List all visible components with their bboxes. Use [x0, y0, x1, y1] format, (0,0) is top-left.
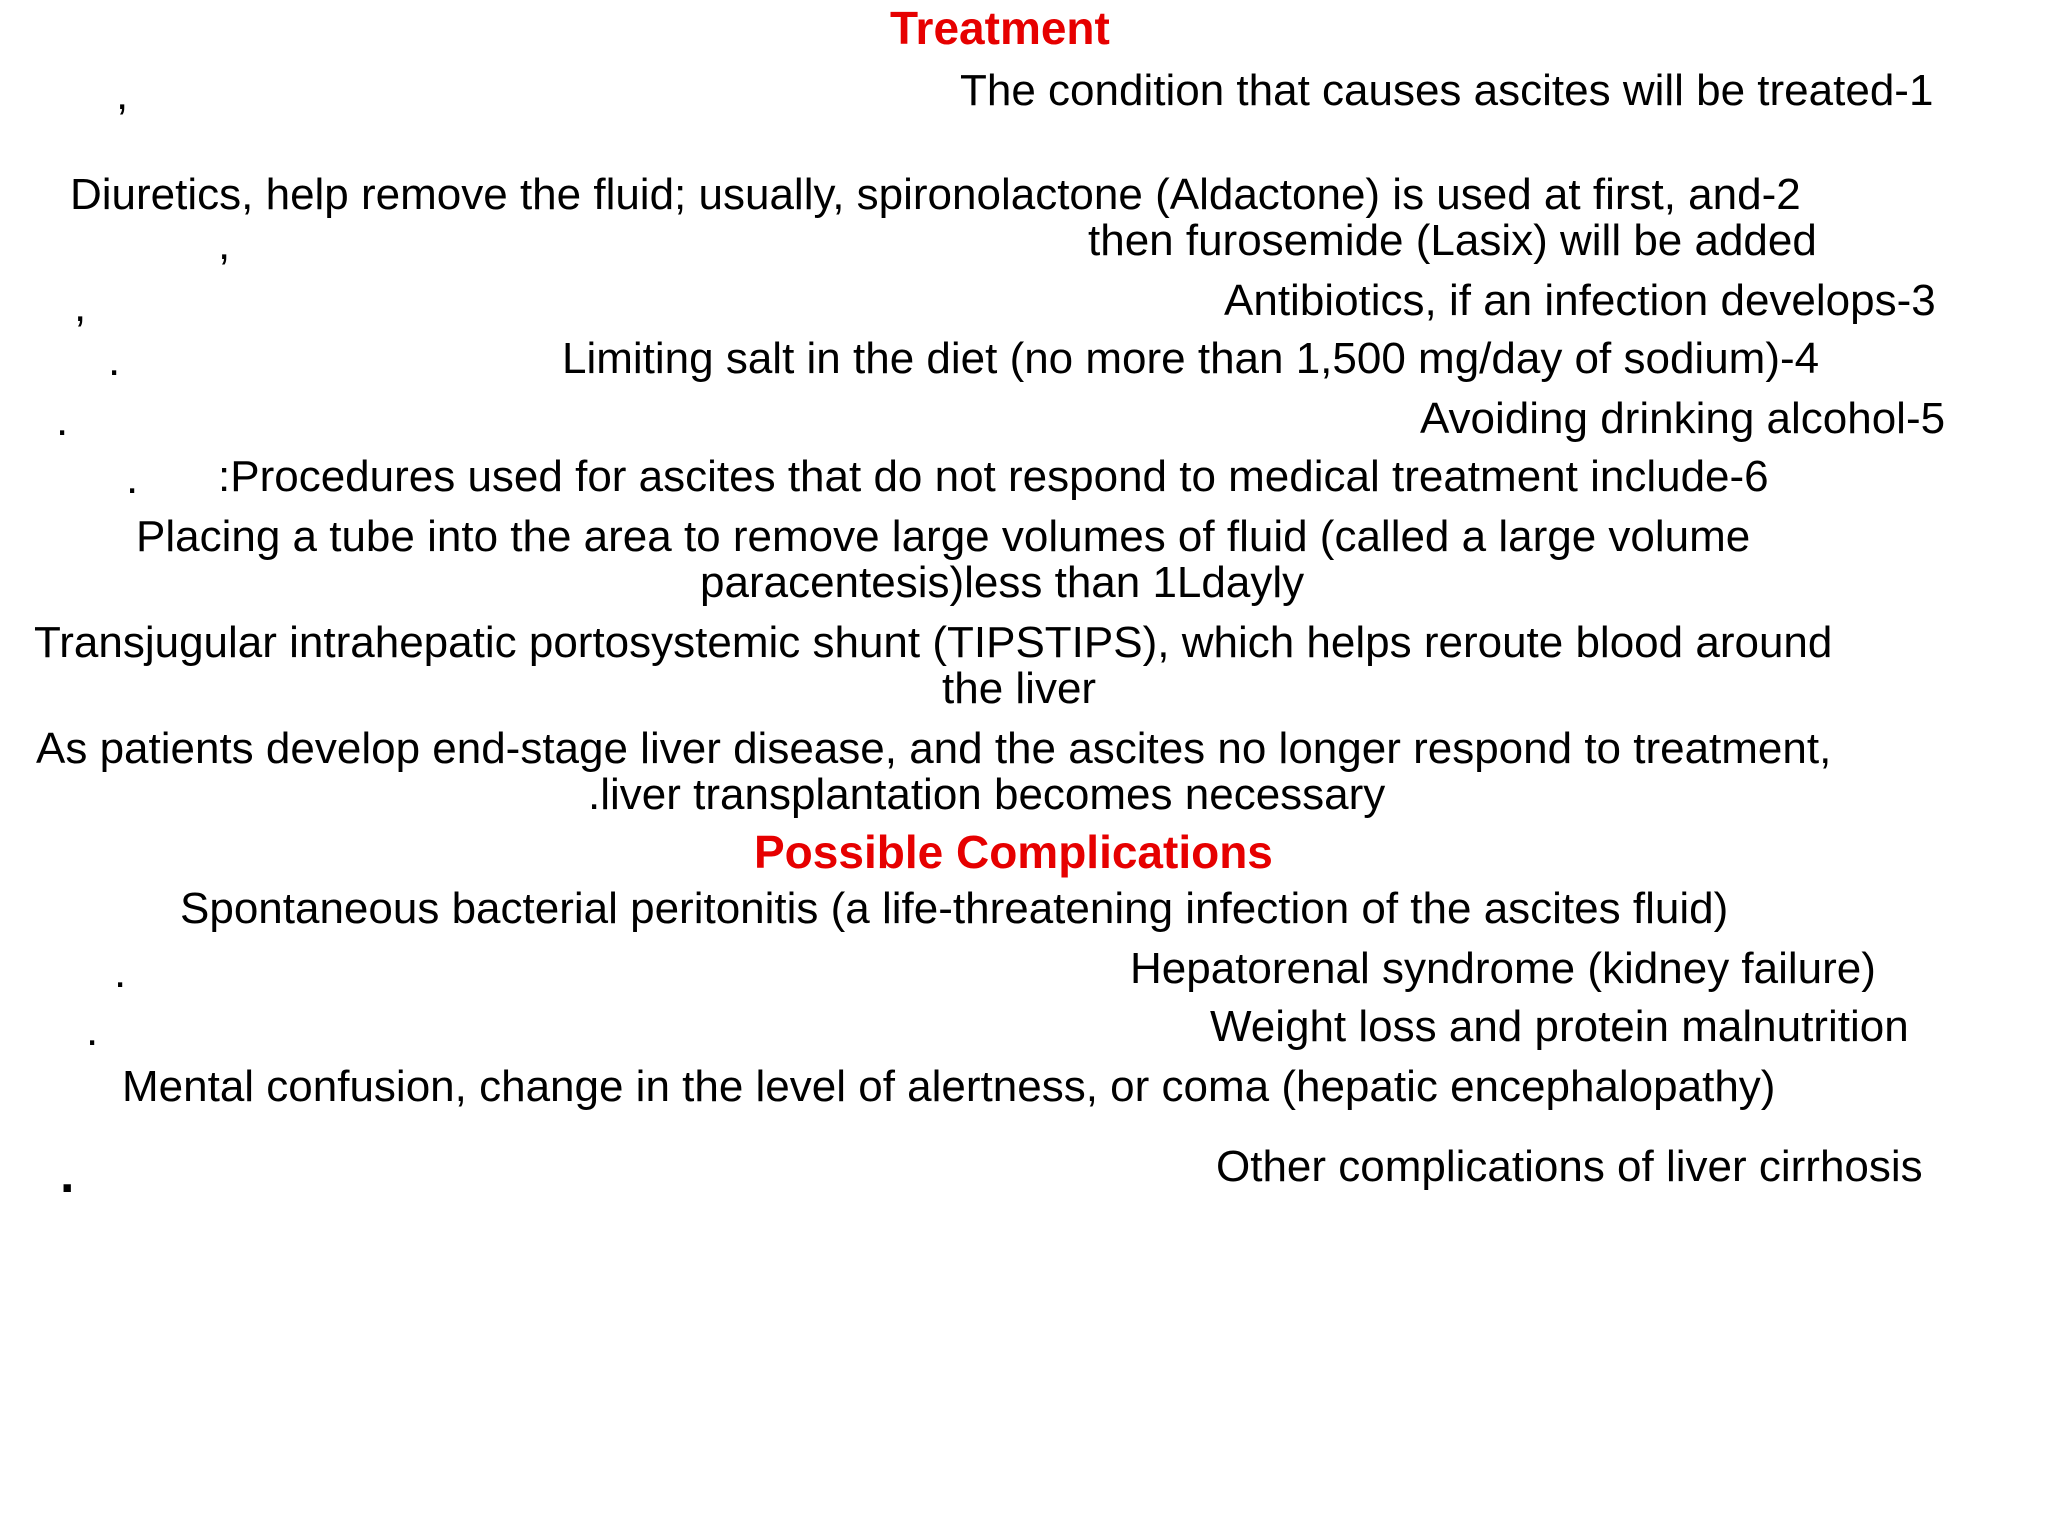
transplant-line1: As patients develop end-stage liver disease, and the ascites no longer respond to treatment,: [36, 724, 1832, 773]
tips-line1: Transjugular intrahepatic portosystemic shunt (TIPSTIPS), which helps reroute blood around: [34, 618, 1833, 667]
treatment-item-1: The condition that causes ascites will be treated-1: [960, 66, 1934, 115]
complication-2-mark: .: [114, 948, 127, 997]
treatment-item-5: Avoiding drinking alcohol-5: [1420, 394, 1946, 443]
item2-mark: ,: [218, 220, 231, 269]
item5-mark: .: [56, 396, 69, 445]
complication-4: Mental confusion, change in the level of alertness, or coma (hepatic encephalopathy): [122, 1062, 1776, 1111]
item3-mark: ,: [74, 282, 87, 331]
paracentesis-line2: paracentesis)less than 1Ldayly: [700, 558, 1305, 607]
treatment-item-2-line2: then furosemide (Lasix) will be added: [1088, 216, 1817, 265]
treatment-item-3: Antibiotics, if an infection develops-3: [1224, 276, 1936, 325]
complications-heading: Possible Complications: [754, 826, 1273, 878]
complication-5: Other complications of liver cirrhosis: [1216, 1142, 1923, 1191]
treatment-item-6: :Procedures used for ascites that do not respond to medical treatment include-6: [218, 452, 1769, 501]
treatment-item-4: Limiting salt in the diet (no more than 1,500 mg/day of sodium)-4: [562, 334, 1820, 383]
item4-mark: .: [108, 336, 121, 385]
complication-3-mark: .: [86, 1006, 99, 1055]
complication-5-mark: .: [60, 1146, 75, 1204]
tips-line2: the liver: [942, 664, 1097, 713]
paracentesis-line1: Placing a tube into the area to remove large volumes of fluid (called a large volume: [136, 512, 1751, 561]
complication-1: Spontaneous bacterial peritonitis (a life-threatening infection of the ascites fluid): [180, 884, 1729, 933]
complication-2: Hepatorenal syndrome (kidney failure): [1130, 944, 1876, 993]
item1-mark: ,: [116, 70, 129, 119]
transplant-line2: .liver transplantation becomes necessary: [588, 770, 1386, 819]
complication-3: Weight loss and protein malnutrition: [1210, 1002, 1909, 1051]
item6-mark: .: [126, 454, 139, 503]
treatment-item-2-line1: Diuretics, help remove the fluid; usually, spironolactone (Aldactone) is used at first, and-2: [70, 170, 1801, 219]
treatment-heading: Treatment: [890, 2, 1110, 54]
